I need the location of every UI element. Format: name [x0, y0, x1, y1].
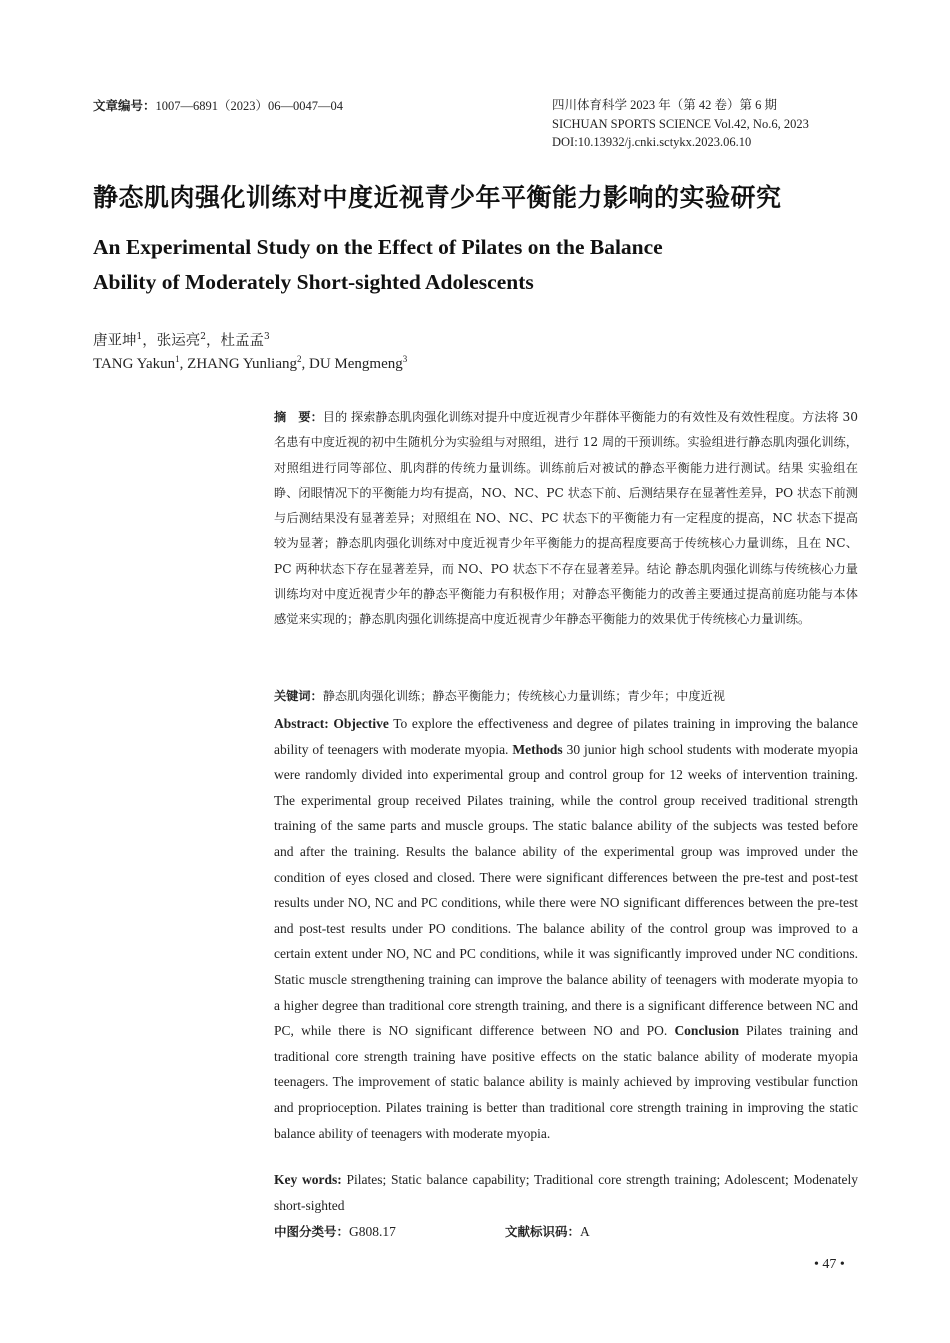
conclusion-text: Pilates training and traditional core strength training have positive effects on the static balance ability of moderate myopia teenagers. The improvement of static balance ability is mainly achieved by improving vestibular function and proprioception. Pilates training is better than traditional core strength training in improving the static balance ability of teenagers with moderate myopia.: [274, 1023, 859, 1141]
objective-text: To explore the effectiveness and degree of pilates training in improving the balance ability of teenagers with moderate myopia.: [274, 716, 859, 757]
author-cn-2-affil: 2: [200, 332, 206, 343]
journal-name-en: SICHUAN SPORTS SCIENCE Vol.42, No.6, 2023: [552, 116, 809, 131]
classification-value: G808.17: [349, 1224, 396, 1239]
title-english: [93, 230, 793, 300]
author-en-3-affil: 3: [402, 354, 408, 364]
title-chinese: 静态肌肉强化训练对中度近视青少年平衡能力影响的实验研究: [93, 183, 782, 212]
document-code-label: 文献标识码：: [505, 1224, 581, 1239]
article-number-label: 文章编号：: [93, 99, 156, 113]
abstract-cn-label: 摘 要：: [274, 410, 323, 424]
keywords-en-label: Key words:: [274, 1172, 342, 1187]
doi[interactable]: DOI:10.13932/j.cnki.sctykx.2023.06.10: [552, 135, 752, 149]
author-cn-3-affil: 3: [263, 332, 270, 343]
abstract-cn-text: 目的 探索静态肌肉强化训练对提升中度近视青少年群体平衡能力的有效性及有效性程度。方法将 30 名患有中度近视的初中生随机分为实验组与对照组，进行 12 周的干预训练。实验组进行静态肌肉强化训练，对照组进行同等部位、肌肉群的传统力量训练。训练前后对被试的静态平衡能力进行测试。结果 实验组在睁、闭眼情况下的平衡能力均有提高，NO、NC、PC 状态下前、后测结果存在显著性差异，PO 状态下前测与后测结果没有显著差异；对照组在 NO、NC、PC 状态下的平衡能力有一定程度的提高，NC 状态下提高较为显著；静态肌肉强化训练对中度近视青少年平衡能力的提高程度要高于传统核心力量训练，且在 NC、PC 两种状态下存在显著差异，而 NO、PO 状态下不存在显著差异。结论 静态肌肉强化训练与传统核心力量训练均对中度近视青少年的静态平衡能力有积极作用；对静态平衡能力的改善主要通过提高前庭功能与本体感觉来实现的；静态肌肉强化训练提高中度近视青少年静态平衡能力的效果优于传统核心力量训练。: [274, 410, 858, 627]
objective-label: Objective: [333, 716, 389, 731]
article-number: [93, 96, 343, 114]
author-en-1: TANG Yakun: [93, 356, 176, 372]
classification-number: [274, 1222, 396, 1240]
classification-label: 中图分类号：: [274, 1224, 350, 1239]
page-number: • 47 •: [814, 1257, 845, 1272]
methods-text: 30 junior high school students with moderate myopia were randomly divided into experimental group and control group for 12 weeks of intervention training. The experimental group received Pilates training, while the control group received traditional strength training of the same parts and muscle groups. The static balance ability of the subjects was tested before and after the training. Results the balance ability of the experimental group was improved under the condition of eyes closed and closed. There were significant differences between the pre-test and post-test results under NO, NC and PC conditions, while there were NO significant differences between the pre-test and post-test results under PO conditions. The balance ability of the control group was improved to a certain extent under NO, NC and PC conditions, while it was significantly improved under NC conditions. Static muscle strengthening training can improve the balance ability of teenagers with moderate myopia to a higher degree than traditional core strength training, and there is a significant difference between NC and PC, while there is NO significant difference between NO and PO.: [274, 741, 859, 1039]
document-code-value: A: [580, 1224, 590, 1239]
title-english-line-2: Ability of Moderately Short-sighted Adolescents: [93, 270, 534, 294]
abstract-english: [274, 711, 858, 1146]
article-number-value: 1007—6891（2023）06—0047—04: [155, 99, 344, 113]
methods-label: Methods: [512, 741, 563, 757]
keywords-cn-label: 关键词：: [274, 689, 323, 703]
author-en-1-affil: 1: [175, 354, 180, 364]
author-en-2-affil: 2: [297, 354, 302, 364]
authors-english: TANG Yakun$^1$, ZHANG Yunliang$^2$, DU Mengmeng$^3$: [93, 354, 408, 372]
conclusion-label: Conclusion: [674, 1023, 739, 1039]
document-code: [505, 1222, 590, 1240]
journal-info: [552, 96, 809, 152]
keywords-cn-text: 静态肌肉强化训练；静态平衡能力；传统核心力量训练；青少年；中度近视: [322, 689, 725, 703]
author-en-2: ZHANG Yunliang: [187, 356, 298, 372]
authors-chinese: 唐亚坤$^1$，张运亮$^2$，杜孟孟$^3$: [93, 332, 270, 349]
title-english-line-1: An Experimental Study on the Effect of Pilates on the Balance: [93, 235, 663, 259]
abstract-chinese: [274, 405, 858, 633]
journal-name-cn: 四川体育科学 2023 年（第 42 卷）第 6 期: [552, 98, 778, 112]
author-cn-2: 张运亮: [156, 333, 201, 349]
author-cn-1-affil: 1: [136, 332, 143, 343]
abstract-en-label: Abstract:: [274, 716, 329, 731]
keywords-en-text: Pilates; Static balance capability; Traditional core strength training; Adolescent; Modenately short-sighted: [274, 1172, 859, 1213]
author-cn-3: 杜孟孟: [220, 333, 264, 349]
author-cn-1: 唐亚坤: [93, 333, 137, 349]
author-en-3: DU Mengmeng: [309, 356, 403, 372]
keywords-chinese: [274, 686, 858, 706]
keywords-english: [274, 1167, 858, 1218]
